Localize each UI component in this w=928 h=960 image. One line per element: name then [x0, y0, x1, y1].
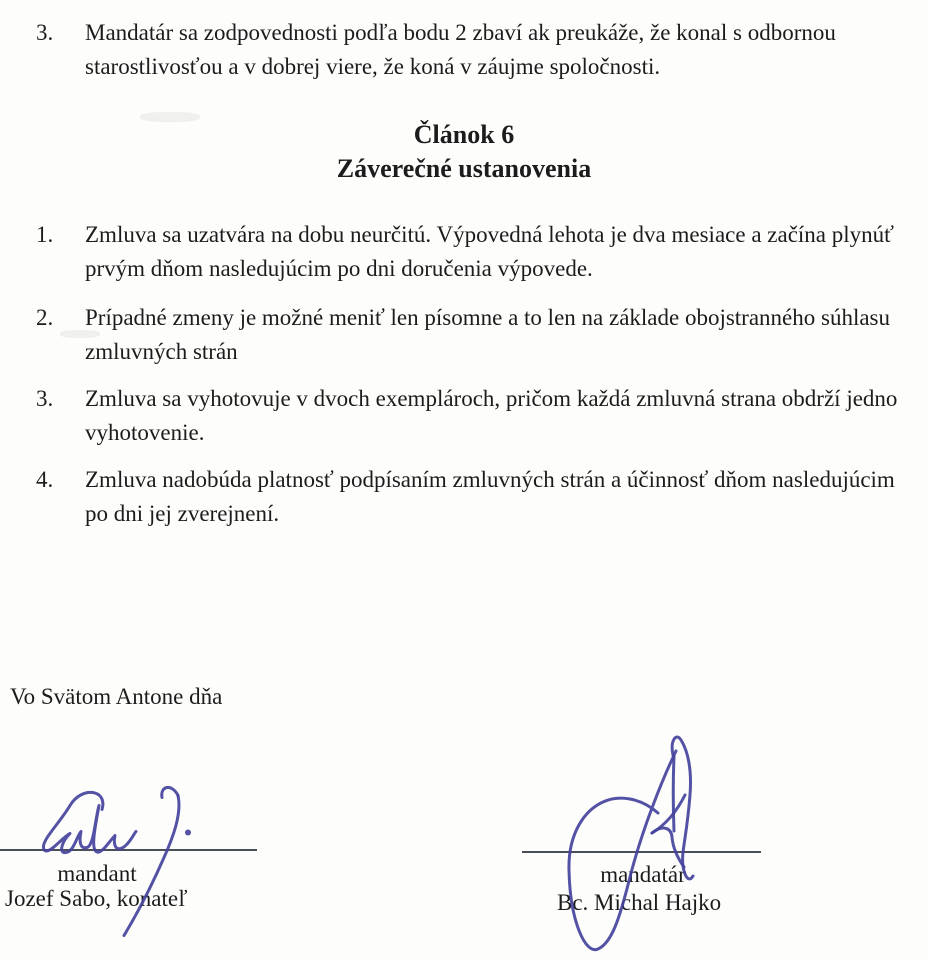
signatory-name-right: Bc. Michal Hajko: [557, 890, 722, 915]
clause-item: [36, 218, 913, 286]
clause-number: 4.: [36, 467, 54, 492]
clause-item: [36, 382, 913, 450]
signature-role-right: mandatár: [600, 862, 686, 887]
clause-text: Mandatár sa zodpovednosti podľa bodu 2 zbaví ak preukáže, že konal s odbornou starostlivosťou a v dobrej viere, že koná v záujme spoločnosti.: [85, 20, 836, 79]
clause-number: 3.: [36, 386, 54, 411]
article-title: Článok 6: [413, 120, 515, 149]
clause-number: 2.: [36, 305, 54, 330]
place-date-line: Vo Svätom Antone dňa: [10, 684, 223, 709]
article-subtitle: Záverečné ustanovenia: [336, 154, 592, 183]
signature-role-left: mandant: [57, 861, 137, 886]
mandatar-signature-ink: [540, 725, 740, 960]
clause-item: [36, 301, 913, 369]
signatory-name-left: Jozef Sabo, konateľ: [5, 886, 188, 911]
clause-item: [36, 463, 913, 531]
signature-line: [522, 851, 761, 853]
clause-text: Zmluva sa vyhotovuje v dvoch exemplároch, pričom každá zmluvná strana obdrží jedno vyhotovenie.: [85, 386, 898, 445]
clause-text: Zmluva sa uzatvára na dobu neurčitú. Výpovedná lehota je dva mesiace a začína plynúť prvým dňom nasledujúcim po dni doručenia výpovede.: [85, 222, 894, 281]
signature-line: [0, 849, 257, 851]
clause-item: [36, 16, 913, 84]
clause-number: 1.: [36, 222, 54, 247]
clause-text: Zmluva nadobúda platnosť podpísaním zmluvných strán a účinnosť dňom nasledujúcim po dni jej zverejnení.: [85, 467, 895, 526]
clause-number: 3.: [36, 20, 54, 45]
clause-text: Prípadné zmeny je možné meniť len písomne a to len na základe obojstranného súhlasu zmluvných strán: [85, 305, 891, 364]
